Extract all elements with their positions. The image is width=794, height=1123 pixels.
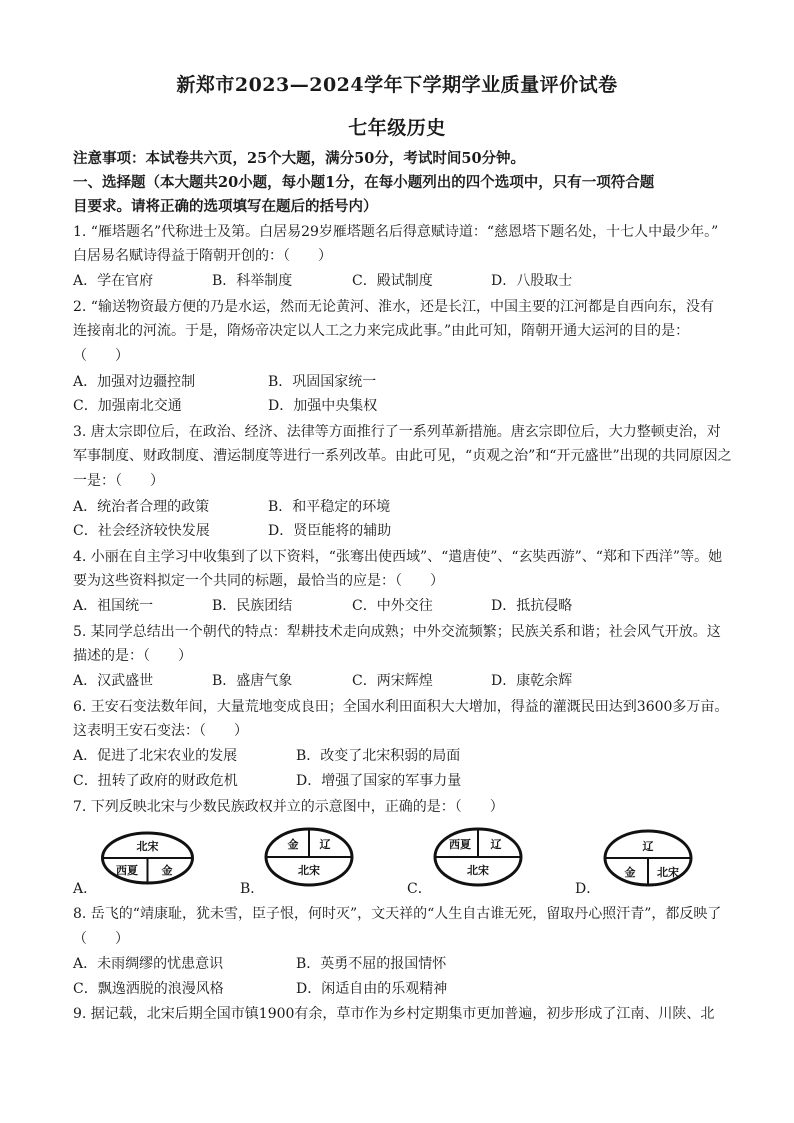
q4-option-d[interactable]: D．抵抗侵略	[491, 598, 573, 614]
q2-option-b[interactable]: B．巩固国家统一	[268, 374, 377, 390]
q6-option-a[interactable]: A．促进了北宋农业的发展	[73, 748, 238, 764]
q3-option-c[interactable]: C．社会经济较快发展	[73, 523, 210, 539]
q8-text-2: （ ）	[73, 931, 129, 947]
q3-text-3: 一是：（ ）	[73, 473, 164, 489]
q3-option-a[interactable]: A．统治者合理的政策	[73, 499, 210, 515]
q6-option-c[interactable]: C．扭转了政府的财政危机	[73, 773, 238, 789]
q7c-label-bottom: 北宋	[467, 864, 489, 877]
section-heading-line-2: 目要求。请将正确的选项填写在题后的括号内）	[73, 198, 378, 215]
q4-option-a[interactable]: A．祖国统一	[73, 598, 154, 614]
q5-text-1: 5. 某同学总结出一个朝代的特点：犁耕技术走向成熟；中外交流频繁；民族关系和谐；社会风气开放。这	[73, 624, 721, 640]
q7-diagram-d[interactable]	[602, 828, 694, 888]
q7-option-b[interactable]: B．	[240, 881, 265, 897]
q1-text-1: 1. “雁塔题名”代称进士及第。白居易29岁雁塔题名后得意赋诗道：“慈恩塔下题名处，十七人中最少年。”	[73, 224, 719, 240]
q7-option-a[interactable]: A．	[73, 881, 98, 897]
q8-option-c[interactable]: C．飘逸洒脱的浪漫风格	[73, 981, 224, 997]
q5-option-b[interactable]: B．盛唐气象	[212, 673, 293, 689]
q7-option-d[interactable]: D．	[575, 881, 601, 897]
q3-option-d[interactable]: D．贤臣能将的辅助	[268, 523, 392, 539]
q7d-label-bottom-right: 北宋	[657, 866, 679, 879]
q2-text-2: 连接南北的河流。于是，隋炀帝决定以人工之力来完成此事。”由此可知，隋朝开通大运河的目的是：	[73, 323, 690, 339]
q8-option-a[interactable]: A．未雨绸缪的忧患意识	[73, 956, 224, 972]
q6-text-2: 这表明王安石变法：（ ）	[73, 723, 248, 739]
q7b-label-top-left: 金	[287, 838, 299, 851]
q4-option-b[interactable]: B．民族团结	[212, 598, 293, 614]
exam-subject: 七年级历史	[348, 117, 446, 139]
q1-option-d[interactable]: D．八股取士	[491, 273, 573, 289]
q2-option-c[interactable]: C．加强南北交通	[73, 398, 182, 414]
section-heading-line-1: 一、选择题（本大题共20小题，每小题1分，在每小题列出的四个选项中，只有一项符合题	[73, 174, 655, 191]
q5-option-c[interactable]: C．两宋辉煌	[352, 673, 433, 689]
q7a-label-bottom-left: 西夏	[116, 864, 138, 877]
exam-title: 新郑市2023—2024学年下学期学业质量评价试卷	[176, 74, 618, 96]
q2-text-3: （ ）	[73, 348, 129, 364]
q7a-label-bottom-right: 金	[161, 864, 173, 877]
q7-diagram-c[interactable]	[432, 826, 524, 888]
q1-option-a[interactable]: A．学在官府	[73, 273, 154, 289]
q6-option-d[interactable]: D．增强了国家的军事力量	[296, 773, 462, 789]
q3-text-1: 3. 唐太宗即位后，在政治、经济、法律等方面推行了一系列革新措施。唐玄宗即位后，大力整顿吏治，对	[73, 424, 721, 440]
q6-text-1: 6. 王安石变法数年间，大量荒地变成良田；全国水利田面积大大增加，得益的灌溉民田达到3600多万亩。	[73, 699, 729, 715]
q7c-label-top-right: 辽	[490, 838, 502, 851]
q8-text-1: 8. 岳飞的“靖康耻，犹未雪，臣子恨，何时灭”，文天祥的“人生自古谁无死，留取丹心照汗青”，都反映了	[73, 906, 722, 922]
q7b-label-top-right: 辽	[319, 838, 331, 851]
q1-option-b[interactable]: B．科举制度	[212, 273, 293, 289]
q7-diagram-a[interactable]	[100, 830, 195, 886]
q4-text-2: 要为这些资料拟定一个共同的标题，最恰当的应是：（ ）	[73, 573, 444, 589]
q4-option-c[interactable]: C．中外交往	[352, 598, 433, 614]
q7a-label-top: 北宋	[136, 840, 159, 853]
q7c-label-top-left: 西夏	[449, 838, 471, 851]
q5-text-2: 描述的是：（ ）	[73, 648, 192, 664]
q4-text-1: 4. 小丽在自主学习中收集到了以下资料，“张骞出使西域”、“遣唐使”、“玄奘西游”、“郑和下西洋”等。她	[73, 549, 723, 565]
q8-option-d[interactable]: D．闲适自由的乐观精神	[296, 981, 448, 997]
q5-option-d[interactable]: D．康乾余辉	[491, 673, 573, 689]
q3-text-2: 军事制度、财政制度、漕运制度等进行一系列改革。由此可见，“贞观之治”和“开元盛世”出现的共同原因之	[73, 448, 732, 464]
exam-notice: 注意事项：本试卷共六页，25个大题，满分50分，考试时间50分钟。	[73, 150, 526, 167]
q1-option-c[interactable]: C．殿试制度	[352, 273, 433, 289]
q3-option-b[interactable]: B．和平稳定的环境	[268, 499, 391, 515]
q8-option-b[interactable]: B．英勇不屈的报国情怀	[296, 956, 447, 972]
q2-option-d[interactable]: D．加强中央集权	[268, 398, 378, 414]
q9-text-1: 9. 据记载，北宋后期全国市镇1900有余，草市作为乡村定期集市更加普遍，初步形成了江南、川陕、北	[73, 1006, 715, 1022]
q7-option-c[interactable]: C．	[407, 881, 432, 897]
q7-text-1: 7. 下列反映北宋与少数民族政权并立的示意图中，正确的是：（ ）	[73, 799, 504, 815]
q6-option-b[interactable]: B．改变了北宋积弱的局面	[296, 748, 461, 764]
q1-text-2: 白居易名赋诗得益于隋朝开创的：（ ）	[73, 248, 332, 264]
q2-option-a[interactable]: A．加强对边疆控制	[73, 374, 196, 390]
q7d-label-top: 辽	[642, 840, 654, 853]
q7b-label-bottom: 北宋	[298, 864, 320, 877]
q2-text-1: 2. “输送物资最方便的乃是水运，然而无论黄河、淮水，还是长江，中国主要的江河都是自西向东，没有	[73, 299, 714, 315]
q7d-label-bottom-left: 金	[624, 866, 636, 879]
q5-option-a[interactable]: A．汉武盛世	[73, 673, 154, 689]
q7-diagram-b[interactable]	[263, 826, 355, 888]
